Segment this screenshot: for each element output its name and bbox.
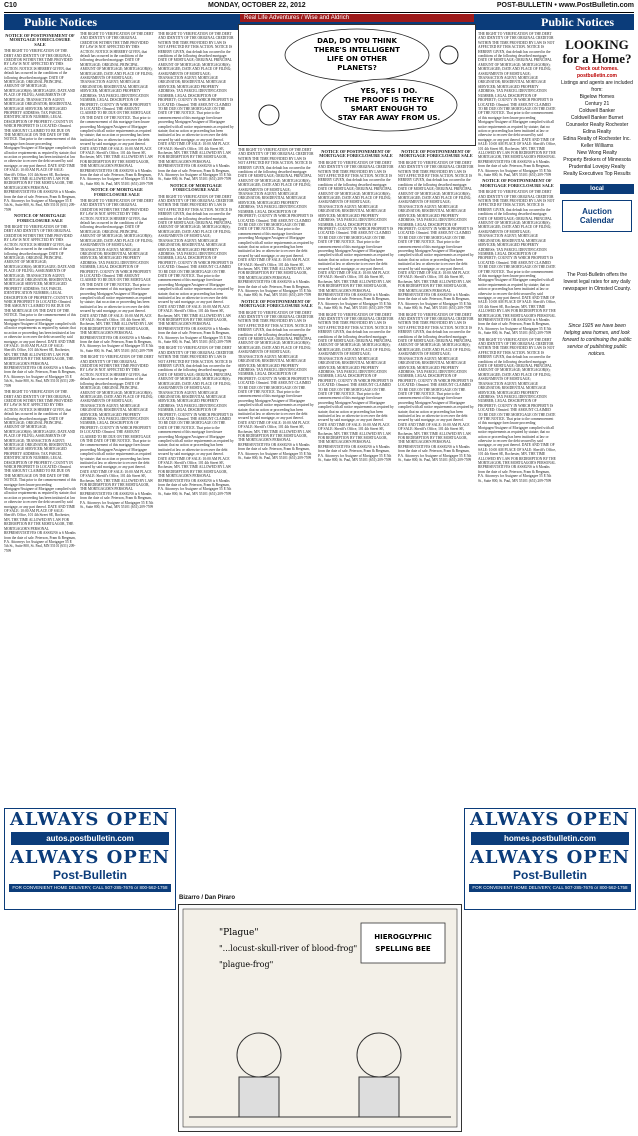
- notice-heading: NOTICE OF POSTPONEMENT OF MORTGAGE FORECLOSURE SALE: [239, 298, 313, 309]
- realtor-item: Edina Realty: [582, 129, 612, 135]
- realtor-item: Counselor Realty Rochester: [565, 122, 629, 128]
- legal-rates-text: The Post-Bulletin offers the lowest legal rates for any daily newspaper in Olmsted County.: [563, 272, 631, 292]
- notice-text: THE RIGHT TO VERIFICATION OF THE DEBT AND IDENTITY OF THE ORIGINAL CREDITOR WITHIN THE TIME PROVIDED BY LAW IS NOT AFFECTED BY THIS ACTION. NOTICE IS HEREBY GIVEN, that default has occurred in the conditions of the following described mortgage: DATE OF MORTGAGE; ORIGINAL PRINCIPAL AMOUNT OF MORTGAGE; MORTGAGOR(S); MORTGAGEE; DATE AND PLACE OF FILING; ASSIGNMENTS OF MORTGAGE; TRANSACTION AGENT; MORTGAGE ORIGINATOR; RESIDENTIAL MORTGAGE SERVICER; MORTGAGED PROPERTY ADDRESS; TAX PARCEL IDENTIFICATION NUMBER; LEGAL DESCRIPTION OF PROPERTY; COUNTY IN WHICH PROPERTY IS LOCATED: Olmsted. THE AMOUNT CLAIMED TO BE DUE ON THE MORTGAGE ON THE DATE OF THE NOTICE. That prior to the commencement of this mortgage foreclosure proceeding Mortgagee/Assignee of Mortgagee complied with all notice requirements as required by statute; that no action or proceeding has been instituted at law or otherwise to recover the debt secured by said mortgage, or any part thereof. DATE AND TIME OF SALE: 10:00 AM PLACE OF SALE: Sheriff's Office, 101 4th Street SE, Rochester, MN. THE TIME ALLOWED BY LAW FOR REDEMPTION BY THE MORTGAGOR, THE MORTGAGOR'S PERSONAL REPRESENTATIVES OR ASSIGNS is 6 Months from the date of sale. Peterson, Fram & Bergman, P.A. Attorneys for Assignee of Mortgagee 55 E 5th St., Suite 800, St. Paul, MN 55101 (651) 209-7599: [158, 346, 234, 496]
- notice-column-5: [318, 148, 394, 802]
- notice-text: THE RIGHT TO VERIFICATION OF THE DEBT AND IDENTITY OF THE ORIGINAL CREDITOR WITHIN THE TIME PROVIDED BY LAW IS NOT AFFECTED BY THIS ACTION. NOTICE IS HEREBY GIVEN, that default has occurred in the conditions of the following described mortgage: DATE OF MORTGAGE; ORIGINAL PRINCIPAL AMOUNT OF MORTGAGE; MORTGAGOR(S); MORTGAGEE; DATE AND PLACE OF FILING; ASSIGNMENTS OF MORTGAGE; TRANSACTION AGENT; MORTGAGE ORIGINATOR; RESIDENTIAL MORTGAGE SERVICER; MORTGAGED PROPERTY ADDRESS; TAX PARCEL IDENTIFICATION NUMBER; LEGAL DESCRIPTION OF PROPERTY; COUNTY IN WHICH PROPERTY IS LOCATED: Olmsted. THE AMOUNT CLAIMED TO BE DUE ON THE MORTGAGE ON THE DATE OF THE NOTICE. That prior to the commencement of this mortgage foreclosure proceeding Mortgagee/Assignee of Mortgagee complied with all notice requirements as required by statute; that no action or proceeding has been instituted at law or otherwise to recover the debt secured by said mortgage, or any part thereof. DATE AND TIME OF SALE: 10:00 AM PLACE OF SALE: Sheriff's Office, 101 4th Street SE, Rochester, MN. THE TIME ALLOWED BY LAW FOR REDEMPTION BY THE MORTGAGOR, THE MORTGAGOR'S PERSONAL REPRESENTATIVES OR ASSIGNS is 6 Months from the date of sale. Peterson, Fram & Bergman, P.A. Attorneys for Assignee of Mortgagee 55 E 5th St., Suite 800, St. Paul, MN 55101 (651) 209-7599: [318, 160, 394, 311]
- ad-phone: FOR CONVENIENT HOME DELIVERY, CALL 507-285-7676 or 800-562-1758: [469, 884, 631, 892]
- ad-phone: FOR CONVENIENT HOME DELIVERY, CALL 507-285-7676 or 800-562-1758: [9, 884, 171, 892]
- notice-text: THE RIGHT TO VERIFICATION OF THE DEBT AND IDENTITY OF THE ORIGINAL CREDITOR WITHIN THE TIME PROVIDED BY LAW IS NOT AFFECTED BY THIS ACTION. NOTICE IS HEREBY GIVEN, that default has occurred in the conditions of the following described mortgage: DATE OF MORTGAGE; ORIGINAL PRINCIPAL AMOUNT OF MORTGAGE; MORTGAGOR(S); MORTGAGEE; DATE AND PLACE OF FILING; ASSIGNMENTS OF MORTGAGE; TRANSACTION AGENT; MORTGAGE ORIGINATOR; RESIDENTIAL MORTGAGE SERVICER; MORTGAGED PROPERTY ADDRESS; TAX PARCEL IDENTIFICATION NUMBER; LEGAL DESCRIPTION OF PROPERTY; COUNTY IN WHICH PROPERTY IS LOCATED: Olmsted. THE AMOUNT CLAIMED TO BE DUE ON THE MORTGAGE ON THE DATE OF THE NOTICE. That prior to the commencement of this mortgage foreclosure proceeding Mortgagee/Assignee of Mortgagee complied with all notice requirements as required by statute; that no action or proceeding has been instituted at law or otherwise to recover the debt secured by said mortgage, or any part thereof. DATE AND TIME OF SALE: 10:00 AM PLACE OF SALE: Sheriff's Office, 101 4th Street SE, Rochester, MN. THE TIME ALLOWED BY LAW FOR REDEMPTION BY THE MORTGAGOR, THE MORTGAGOR'S PERSONAL REPRESENTATIVES OR ASSIGNS is 6 Months from the date of sale. Peterson, Fram & Bergman, P.A. Attorneys for Assignee of Mortgagee 55 E 5th St., Suite 800, St. Paul, MN 55101 (651) 209-7599: [4, 390, 76, 553]
- realtor-item: Realty Executives Top Results: [563, 171, 631, 177]
- notice-heading: NOTICE OF POSTPONEMENT OF MORTGAGE FORECLOSURE SALE: [480, 178, 554, 188]
- section-title-left: Public Notices: [24, 15, 97, 29]
- svg-text:THE PROOF IS THEY'RE: THE PROOF IS THEY'RE: [343, 96, 435, 104]
- bizarro-comic: [178, 895, 462, 1132]
- notice-text: THE RIGHT TO VERIFICATION OF THE DEBT AND IDENTITY OF THE ORIGINAL CREDITOR WITHIN THE TIME PROVIDED BY LAW IS NOT AFFECTED BY THIS ACTION. NOTICE IS HEREBY GIVEN, that default has occurred in the conditions of the following described mortgage: DATE OF MORTGAGE; ORIGINAL PRINCIPAL AMOUNT OF MORTGAGE; MORTGAGOR(S); MORTGAGEE; DATE AND PLACE OF FILING; ASSIGNMENTS OF MORTGAGE; TRANSACTION AGENT; MORTGAGE ORIGINATOR; RESIDENTIAL MORTGAGE SERVICER; MORTGAGED PROPERTY ADDRESS; TAX PARCEL IDENTIFICATION NUMBER; LEGAL DESCRIPTION OF PROPERTY; COUNTY IN WHICH PROPERTY IS LOCATED: Olmsted. THE AMOUNT CLAIMED TO BE DUE ON THE MORTGAGE ON THE DATE OF THE NOTICE. That prior to the commencement of this mortgage foreclosure proceeding Mortgagee/Assignee of Mortgagee complied with all notice requirements as required by statute; that no action or proceeding has been instituted at law or otherwise to recover the debt secured by said mortgage, or any part thereof. DATE AND TIME OF SALE: 10:00 AM PLACE OF SALE: Sheriff's Office, 101 4th Street SE, Rochester, MN. THE TIME ALLOWED BY LAW FOR REDEMPTION BY THE MORTGAGOR, THE MORTGAGOR'S PERSONAL REPRESENTATIVES OR ASSIGNS is 6 Months from the date of sale. Peterson, Fram & Bergman, P.A. Attorneys for Assignee of Mortgagee 55 E 5th St., Suite 800, St. Paul, MN 55101 (651) 209-7599: [4, 225, 76, 388]
- ad-brand: Post-Bulletin: [513, 868, 587, 882]
- svg-text:THERE'S INTELLIGENT: THERE'S INTELLIGENT: [314, 46, 400, 54]
- comic-illustration: [239, 25, 475, 145]
- svg-text:PLANETS?: PLANETS?: [337, 64, 377, 72]
- page-date: MONDAY, OCTOBER 22, 2012: [208, 2, 306, 9]
- notice-heading: NOTICE OF POSTPONEMENT OF MORTGAGE FORECLOSURE SALE: [319, 149, 393, 159]
- svg-text:SMART ENOUGH TO: SMART ENOUGH TO: [350, 105, 428, 113]
- notice-text: THE RIGHT TO VERIFICATION OF THE DEBT AND IDENTITY OF THE ORIGINAL CREDITOR WITHIN THE TIME PROVIDED BY LAW IS NOT AFFECTED BY THIS ACTION. NOTICE IS HEREBY GIVEN, that default has occurred in the conditions of the following described mortgage: DATE OF MORTGAGE; ORIGINAL PRINCIPAL AMOUNT OF MORTGAGE; MORTGAGOR(S); MORTGAGEE; DATE AND PLACE OF FILING; ASSIGNMENTS OF MORTGAGE; TRANSACTION AGENT; MORTGAGE ORIGINATOR; RESIDENTIAL MORTGAGE SERVICER; MORTGAGED PROPERTY ADDRESS; TAX PARCEL IDENTIFICATION NUMBER; LEGAL DESCRIPTION OF PROPERTY; COUNTY IN WHICH PROPERTY IS LOCATED: Olmsted. THE AMOUNT CLAIMED TO BE DUE ON THE MORTGAGE ON THE DATE OF THE NOTICE. That prior to the commencement of this mortgage foreclosure proceeding Mortgagee/Assignee of Mortgagee complied with all notice requirements as required by statute; that no action or proceeding has been instituted at law or otherwise to recover the debt secured by said mortgage, or any part thereof. DATE AND TIME OF SALE: 10:00 AM PLACE OF SALE: Sheriff's Office, 101 4th Street SE, Rochester, MN. THE TIME ALLOWED BY LAW FOR REDEMPTION BY THE MORTGAGOR, THE MORTGAGOR'S PERSONAL REPRESENTATIVES OR ASSIGNS is 6 Months from the date of sale. Peterson, Fram & Bergman, P.A. Attorneys for Assignee of Mortgagee 55 E 5th St., Suite 800, St. Paul, MN 55101 (651) 209-7599: [478, 337, 556, 483]
- bizarro-caption-3: "plague-frog": [219, 960, 274, 969]
- ad-url[interactable]: homes.postbulletin.com: [471, 832, 629, 845]
- homes-sidebar: [560, 32, 634, 612]
- realtor-item: Coldwell Banker: [578, 108, 616, 114]
- local-badge: local: [560, 184, 634, 194]
- bizarro-sign-line-2: SPELLING BEE: [375, 945, 431, 953]
- notice-text: THE RIGHT TO VERIFICATION OF THE DEBT AND IDENTITY OF THE ORIGINAL CREDITOR WITHIN THE TIME PROVIDED BY LAW IS NOT AFFECTED BY THIS ACTION. NOTICE IS HEREBY GIVEN, that default has occurred in the conditions of the following described mortgage: DATE OF MORTGAGE; ORIGINAL PRINCIPAL AMOUNT OF MORTGAGE; MORTGAGOR(S); MORTGAGEE; DATE AND PLACE OF FILING; ASSIGNMENTS OF MORTGAGE; TRANSACTION AGENT; MORTGAGE ORIGINATOR; RESIDENTIAL MORTGAGE SERVICER; MORTGAGED PROPERTY ADDRESS; TAX PARCEL IDENTIFICATION NUMBER; LEGAL DESCRIPTION OF PROPERTY; COUNTY IN WHICH PROPERTY IS LOCATED: Olmsted. THE AMOUNT CLAIMED TO BE DUE ON THE MORTGAGE ON THE DATE OF THE NOTICE. That prior to the commencement of this mortgage foreclosure proceeding Mortgagee/Assignee of Mortgagee complied with all notice requirements as required by statute; that no action or proceeding has been instituted at law or otherwise to recover the debt secured by said mortgage, or any part thereof. DATE AND TIME OF SALE: 10:00 AM PLACE OF SALE: Sheriff's Office, 101 4th Street SE, Rochester, MN. THE TIME ALLOWED BY LAW FOR REDEMPTION BY THE MORTGAGOR, THE MORTGAGOR'S PERSONAL REPRESENTATIVES OR ASSIGNS is 6 Months from the date of sale. Peterson, Fram & Bergman, P.A. Attorneys for Assignee of Mortgagee 55 E 5th St., Suite 800, St. Paul, MN 55101 (651) 209-7599: [478, 32, 556, 177]
- ad-headline: ALWAYS OPEN: [9, 809, 171, 830]
- notice-text: THE RIGHT TO VERIFICATION OF THE DEBT AND IDENTITY OF THE ORIGINAL CREDITOR WITHIN THE TIME PROVIDED BY LAW IS NOT AFFECTED BY THIS ACTION. NOTICE IS HEREBY GIVEN, that default has occurred in the conditions of the following described mortgage: DATE OF MORTGAGE; ORIGINAL PRINCIPAL AMOUNT OF MORTGAGE; MORTGAGOR(S); MORTGAGEE; DATE AND PLACE OF FILING; ASSIGNMENTS OF MORTGAGE; TRANSACTION AGENT; MORTGAGE ORIGINATOR; RESIDENTIAL MORTGAGE SERVICER; MORTGAGED PROPERTY ADDRESS; TAX PARCEL IDENTIFICATION NUMBER; LEGAL DESCRIPTION OF PROPERTY; COUNTY IN WHICH PROPERTY IS LOCATED: Olmsted. THE AMOUNT CLAIMED TO BE DUE ON THE MORTGAGE ON THE DATE OF THE NOTICE. That prior to the commencement of this mortgage foreclosure proceeding Mortgagee/Assignee of Mortgagee complied with all notice requirements as required by statute; that no action or proceeding has been instituted at law or otherwise to recover the debt secured by said mortgage, or any part thereof. DATE AND TIME OF SALE: 10:00 AM PLACE OF SALE: Sheriff's Office, 101 4th Street SE, Rochester, MN. THE TIME ALLOWED BY LAW FOR REDEMPTION BY THE MORTGAGOR, THE MORTGAGOR'S PERSONAL REPRESENTATIVES OR ASSIGNS is 6 Months from the date of sale. Peterson, Fram & Bergman, P.A. Attorneys for Assignee of Mortgagee 55 E 5th St., Suite 800, St. Paul, MN 55101 (651) 209-7599: [80, 355, 154, 510]
- auction-calendar: Auction Calendar: [562, 200, 632, 232]
- notice-heading: NOTICE OF POSTPONEMENT OF MORTGAGE FORECLOSURE SALE: [399, 149, 473, 159]
- ad-headline: ALWAYS OPEN: [469, 809, 631, 830]
- looking-for-home: LOOKING for a Home?: [562, 37, 632, 66]
- realtor-item: Property Brokers of Minnesota: [563, 157, 631, 163]
- section-title-right: Public Notices: [541, 15, 614, 29]
- page-number: C10: [4, 2, 17, 9]
- notice-text: THE RIGHT TO VERIFICATION OF THE DEBT AND IDENTITY OF THE ORIGINAL CREDITOR WITHIN THE TIME PROVIDED BY LAW IS NOT AFFECTED BY THIS ACTION. NOTICE IS HEREBY GIVEN, that default has occurred in the conditions of the following described mortgage: DATE OF MORTGAGE; ORIGINAL PRINCIPAL AMOUNT OF MORTGAGE; MORTGAGOR(S); MORTGAGEE; DATE AND PLACE OF FILING; ASSIGNMENTS OF MORTGAGE; TRANSACTION AGENT; MORTGAGE ORIGINATOR; RESIDENTIAL MORTGAGE SERVICER; MORTGAGED PROPERTY ADDRESS; TAX PARCEL IDENTIFICATION NUMBER; LEGAL DESCRIPTION OF PROPERTY; COUNTY IN WHICH PROPERTY IS LOCATED: Olmsted. THE AMOUNT CLAIMED TO BE DUE ON THE MORTGAGE ON THE DATE OF THE NOTICE. That prior to the commencement of this mortgage foreclosure proceeding Mortgagee/Assignee of Mortgagee complied with all notice requirements as required by statute; that no action or proceeding has been instituted at law or otherwise to recover the debt secured by said mortgage, or any part thereof. DATE AND TIME OF SALE: 10:00 AM PLACE OF SALE: Sheriff's Office, 101 4th Street SE, Rochester, MN. THE TIME ALLOWED BY LAW FOR REDEMPTION BY THE MORTGAGOR, THE MORTGAGOR'S PERSONAL REPRESENTATIVES OR ASSIGNS is 6 Months from the date of sale. Peterson, Fram & Bergman, P.A. Attorneys for Assignee of Mortgagee 55 E 5th St., Suite 800, St. Paul, MN 55101 (651) 209-7599: [4, 49, 76, 212]
- notice-text: THE RIGHT TO VERIFICATION OF THE DEBT AND IDENTITY OF THE ORIGINAL CREDITOR WITHIN THE TIME PROVIDED BY LAW IS NOT AFFECTED BY THIS ACTION. NOTICE IS HEREBY GIVEN, that default has occurred in the conditions of the following described mortgage: DATE OF MORTGAGE; ORIGINAL PRINCIPAL AMOUNT OF MORTGAGE; MORTGAGOR(S); MORTGAGEE; DATE AND PLACE OF FILING; ASSIGNMENTS OF MORTGAGE; TRANSACTION AGENT; MORTGAGE ORIGINATOR; RESIDENTIAL MORTGAGE SERVICER; MORTGAGED PROPERTY ADDRESS; TAX PARCEL IDENTIFICATION NUMBER; LEGAL DESCRIPTION OF PROPERTY; COUNTY IN WHICH PROPERTY IS LOCATED: Olmsted. THE AMOUNT CLAIMED TO BE DUE ON THE MORTGAGE ON THE DATE OF THE NOTICE. That prior to the commencement of this mortgage foreclosure proceeding Mortgagee/Assignee of Mortgagee complied with all notice requirements as required by statute; that no action or proceeding has been instituted at law or otherwise to recover the debt secured by said mortgage, or any part thereof. DATE AND TIME OF SALE: 10:00 AM PLACE OF SALE: Sheriff's Office, 101 4th Street SE, Rochester, MN. THE TIME ALLOWED BY LAW FOR REDEMPTION BY THE MORTGAGOR, THE MORTGAGOR'S PERSONAL REPRESENTATIVES OR ASSIGNS is 6 Months from the date of sale. Peterson, Fram & Bergman, P.A. Attorneys for Assignee of Mortgagee 55 E 5th St., Suite 800, St. Paul, MN 55101 (651) 209-7599: [158, 194, 234, 345]
- homes-link[interactable]: Check out homes. postbulletin.com: [575, 66, 619, 79]
- svg-text:DAD, DO YOU THINK: DAD, DO YOU THINK: [317, 37, 397, 45]
- page-brand: POST-BULLETIN • www.PostBulletin.com: [496, 2, 634, 9]
- notice-column-4: [238, 148, 314, 802]
- notice-text: THE RIGHT TO VERIFICATION OF THE DEBT AND IDENTITY OF THE ORIGINAL CREDITOR WITHIN THE TIME PROVIDED BY LAW IS NOT AFFECTED BY THIS ACTION. NOTICE IS HEREBY GIVEN, that default has occurred in the conditions of the following described mortgage: DATE OF MORTGAGE; ORIGINAL PRINCIPAL AMOUNT OF MORTGAGE; MORTGAGOR(S); MORTGAGEE; DATE AND PLACE OF FILING; ASSIGNMENTS OF MORTGAGE; TRANSACTION AGENT; MORTGAGE ORIGINATOR; RESIDENTIAL MORTGAGE SERVICER; MORTGAGED PROPERTY ADDRESS; TAX PARCEL IDENTIFICATION NUMBER; LEGAL DESCRIPTION OF PROPERTY; COUNTY IN WHICH PROPERTY IS LOCATED: Olmsted. THE AMOUNT CLAIMED TO BE DUE ON THE MORTGAGE ON THE DATE OF THE NOTICE. That prior to the commencement of this mortgage foreclosure proceeding Mortgagee/Assignee of Mortgagee complied with all notice requirements as required by statute; that no action or proceeding has been instituted at law or otherwise to recover the debt secured by said mortgage, or any part thereof. DATE AND TIME OF SALE: 10:00 AM PLACE OF SALE: Sheriff's Office, 101 4th Street SE, Rochester, MN. THE TIME ALLOWED BY LAW FOR REDEMPTION BY THE MORTGAGOR, THE MORTGAGOR'S PERSONAL REPRESENTATIVES OR ASSIGNS is 6 Months from the date of sale. Peterson, Fram & Bergman, P.A. Attorneys for Assignee of Mortgagee 55 E 5th St., Suite 800, St. Paul, MN 55101 (651) 209-7599: [238, 310, 314, 461]
- realtor-item: New Wong Realty: [577, 150, 617, 156]
- bizarro-caption-2: "...locust-skull-river of blood-frog": [219, 944, 358, 953]
- notice-column-7: [478, 32, 556, 802]
- notice-heading: NOTICE OF POSTPONEMENT OF MORTGAGE FORECLOSURE SALE: [5, 33, 75, 47]
- ad-brand: Post-Bulletin: [53, 868, 127, 882]
- notice-text: THE RIGHT TO VERIFICATION OF THE DEBT AND IDENTITY OF THE ORIGINAL CREDITOR WITHIN THE TIME PROVIDED BY LAW IS NOT AFFECTED BY THIS ACTION. NOTICE IS HEREBY GIVEN, that default has occurred in the conditions of the following described mortgage: DATE OF MORTGAGE; ORIGINAL PRINCIPAL AMOUNT OF MORTGAGE; MORTGAGOR(S); MORTGAGEE; DATE AND PLACE OF FILING; ASSIGNMENTS OF MORTGAGE; TRANSACTION AGENT; MORTGAGE ORIGINATOR; RESIDENTIAL MORTGAGE SERVICER; MORTGAGED PROPERTY ADDRESS; TAX PARCEL IDENTIFICATION NUMBER; LEGAL DESCRIPTION OF PROPERTY; COUNTY IN WHICH PROPERTY IS LOCATED: Olmsted. THE AMOUNT CLAIMED TO BE DUE ON THE MORTGAGE ON THE DATE OF THE NOTICE. That prior to the commencement of this mortgage foreclosure proceeding Mortgagee/Assignee of Mortgagee complied with all notice requirements as required by statute; that no action or proceeding has been instituted at law or otherwise to recover the debt secured by said mortgage, or any part thereof. DATE AND TIME OF SALE: 10:00 AM PLACE OF SALE: Sheriff's Office, 101 4th Street SE, Rochester, MN. THE TIME ALLOWED BY LAW FOR REDEMPTION BY THE MORTGAGOR, THE MORTGAGOR'S PERSONAL REPRESENTATIVES OR ASSIGNS is 6 Months from the date of sale. Peterson, Fram & Bergman, P.A. Attorneys for Assignee of Mortgagee 55 E 5th St., Suite 800, St. Paul, MN 55101 (651) 209-7599: [238, 148, 314, 298]
- realtor-item: Edina Realty of Rochester Inc.: [563, 136, 631, 142]
- svg-text:YES, YES I DO.: YES, YES I DO.: [360, 87, 418, 95]
- notice-column-3: [158, 32, 234, 802]
- realtor-item: Keller Williams: [580, 143, 614, 149]
- notice-column-2: [80, 32, 154, 802]
- notice-heading: NOTICE OF MORTGAGE FORECLOSURE SALE: [91, 187, 143, 197]
- notice-column-1: [4, 32, 76, 802]
- notice-heading: NOTICE OF MORTGAGE FORECLOSURE SALE: [170, 182, 222, 193]
- notice-text: THE RIGHT TO VERIFICATION OF THE DEBT AND IDENTITY OF THE ORIGINAL CREDITOR WITHIN THE TIME PROVIDED BY LAW IS NOT AFFECTED BY THIS ACTION. NOTICE IS HEREBY GIVEN, that default has occurred in the conditions of the following described mortgage: DATE OF MORTGAGE; ORIGINAL PRINCIPAL AMOUNT OF MORTGAGE; MORTGAGOR(S); MORTGAGEE; DATE AND PLACE OF FILING; ASSIGNMENTS OF MORTGAGE; TRANSACTION AGENT; MORTGAGE ORIGINATOR; RESIDENTIAL MORTGAGE SERVICER; MORTGAGED PROPERTY ADDRESS; TAX PARCEL IDENTIFICATION NUMBER; LEGAL DESCRIPTION OF PROPERTY; COUNTY IN WHICH PROPERTY IS LOCATED: Olmsted. THE AMOUNT CLAIMED TO BE DUE ON THE MORTGAGE ON THE DATE OF THE NOTICE. That prior to the commencement of this mortgage foreclosure proceeding Mortgagee/Assignee of Mortgagee complied with all notice requirements as required by statute; that no action or proceeding has been instituted at law or otherwise to recover the debt secured by said mortgage, or any part thereof. DATE AND TIME OF SALE: 10:00 AM PLACE OF SALE: Sheriff's Office, 101 4th Street SE, Rochester, MN. THE TIME ALLOWED BY LAW FOR REDEMPTION BY THE MORTGAGOR, THE MORTGAGOR'S PERSONAL REPRESENTATIVES OR ASSIGNS is 6 Months from the date of sale. Peterson, Fram & Bergman, P.A. Attorneys for Assignee of Mortgagee 55 E 5th St., Suite 800, St. Paul, MN 55101 (651) 209-7599: [80, 199, 154, 353]
- realtor-item: Century 21: [584, 101, 610, 107]
- realtor-item: Coldwell Banker Burnet: [570, 115, 624, 121]
- svg-text:LIFE ON OTHER: LIFE ON OTHER: [326, 55, 388, 63]
- realtor-list: [560, 94, 634, 178]
- listing-note: Listings and agents are included from:: [561, 80, 633, 93]
- notice-text: THE RIGHT TO VERIFICATION OF THE DEBT AND IDENTITY OF THE ORIGINAL CREDITOR WITHIN THE TIME PROVIDED BY LAW IS NOT AFFECTED BY THIS ACTION. NOTICE IS HEREBY GIVEN, that default has occurred in the conditions of the following described mortgage: DATE OF MORTGAGE; ORIGINAL PRINCIPAL AMOUNT OF MORTGAGE; MORTGAGOR(S); MORTGAGEE; DATE AND PLACE OF FILING; ASSIGNMENTS OF MORTGAGE; TRANSACTION AGENT; MORTGAGE ORIGINATOR; RESIDENTIAL MORTGAGE SERVICER; MORTGAGED PROPERTY ADDRESS; TAX PARCEL IDENTIFICATION NUMBER; LEGAL DESCRIPTION OF PROPERTY; COUNTY IN WHICH PROPERTY IS LOCATED: Olmsted. THE AMOUNT CLAIMED TO BE DUE ON THE MORTGAGE ON THE DATE OF THE NOTICE. That prior to the commencement of this mortgage foreclosure proceeding Mortgagee/Assignee of Mortgagee complied with all notice requirements as required by statute; that no action or proceeding has been instituted at law or otherwise to recover the debt secured by said mortgage, or any part thereof. DATE AND TIME OF SALE: 10:00 AM PLACE OF SALE: Sheriff's Office, 101 4th Street SE, Rochester, MN. THE TIME ALLOWED BY LAW FOR REDEMPTION BY THE MORTGAGOR, THE MORTGAGOR'S PERSONAL REPRESENTATIVES OR ASSIGNS is 6 Months from the date of sale. Peterson, Fram & Bergman, P.A. Attorneys for Assignee of Mortgagee 55 E 5th St., Suite 800, St. Paul, MN 55101 (651) 209-7599: [80, 32, 154, 186]
- ad-url[interactable]: autos.postbulletin.com: [11, 832, 169, 845]
- notice-text: THE RIGHT TO VERIFICATION OF THE DEBT AND IDENTITY OF THE ORIGINAL CREDITOR WITHIN THE TIME PROVIDED BY LAW IS NOT AFFECTED BY THIS ACTION. NOTICE IS HEREBY GIVEN, that default has occurred in the conditions of the following described mortgage: DATE OF MORTGAGE; ORIGINAL PRINCIPAL AMOUNT OF MORTGAGE; MORTGAGOR(S); MORTGAGEE; DATE AND PLACE OF FILING; ASSIGNMENTS OF MORTGAGE; TRANSACTION AGENT; MORTGAGE ORIGINATOR; RESIDENTIAL MORTGAGE SERVICER; MORTGAGED PROPERTY ADDRESS; TAX PARCEL IDENTIFICATION NUMBER; LEGAL DESCRIPTION OF PROPERTY; COUNTY IN WHICH PROPERTY IS LOCATED: Olmsted. THE AMOUNT CLAIMED TO BE DUE ON THE MORTGAGE ON THE DATE OF THE NOTICE. That prior to the commencement of this mortgage foreclosure proceeding Mortgagee/Assignee of Mortgagee complied with all notice requirements as required by statute; that no action or proceeding has been instituted at law or otherwise to recover the debt secured by said mortgage, or any part thereof. DATE AND TIME OF SALE: 10:00 AM PLACE OF SALE: Sheriff's Office, 101 4th Street SE, Rochester, MN. THE TIME ALLOWED BY LAW FOR REDEMPTION BY THE MORTGAGOR, THE MORTGAGOR'S PERSONAL REPRESENTATIVES OR ASSIGNS is 6 Months from the date of sale. Peterson, Fram & Bergman, P.A. Attorneys for Assignee of Mortgagee 55 E 5th St., Suite 800, St. Paul, MN 55101 (651) 209-7599: [398, 312, 474, 463]
- notice-column-6: [398, 148, 474, 802]
- ad-headline-repeat: ALWAYS OPEN: [469, 847, 631, 868]
- notice-heading: NOTICE OF MORTGAGE FORECLOSURE SALE: [14, 213, 66, 223]
- bizarro-caption-1: "Plague": [219, 928, 259, 938]
- notice-text: THE RIGHT TO VERIFICATION OF THE DEBT AND IDENTITY OF THE ORIGINAL CREDITOR WITHIN THE TIME PROVIDED BY LAW IS NOT AFFECTED BY THIS ACTION. NOTICE IS HEREBY GIVEN, that default has occurred in the conditions of the following described mortgage: DATE OF MORTGAGE; ORIGINAL PRINCIPAL AMOUNT OF MORTGAGE; MORTGAGOR(S); MORTGAGEE; DATE AND PLACE OF FILING; ASSIGNMENTS OF MORTGAGE; TRANSACTION AGENT; MORTGAGE ORIGINATOR; RESIDENTIAL MORTGAGE SERVICER; MORTGAGED PROPERTY ADDRESS; TAX PARCEL IDENTIFICATION NUMBER; LEGAL DESCRIPTION OF PROPERTY; COUNTY IN WHICH PROPERTY IS LOCATED: Olmsted. THE AMOUNT CLAIMED TO BE DUE ON THE MORTGAGE ON THE DATE OF THE NOTICE. That prior to the commencement of this mortgage foreclosure proceeding Mortgagee/Assignee of Mortgagee complied with all notice requirements as required by statute; that no action or proceeding has been instituted at law or otherwise to recover the debt secured by said mortgage, or any part thereof. DATE AND TIME OF SALE: 10:00 AM PLACE OF SALE: Sheriff's Office, 101 4th Street SE, Rochester, MN. THE TIME ALLOWED BY LAW FOR REDEMPTION BY THE MORTGAGOR, THE MORTGAGOR'S PERSONAL REPRESENTATIVES OR ASSIGNS is 6 Months from the date of sale. Peterson, Fram & Bergman, P.A. Attorneys for Assignee of Mortgagee 55 E 5th St., Suite 800, St. Paul, MN 55101 (651) 209-7599: [158, 32, 234, 182]
- comic-real-life-adventures: [238, 24, 476, 146]
- bizarro-sign-line-1: HIEROGLYPHIC: [374, 933, 432, 941]
- ad-headline-repeat: ALWAYS OPEN: [9, 847, 171, 868]
- bizarro-illustration: [179, 905, 461, 1131]
- notice-text: THE RIGHT TO VERIFICATION OF THE DEBT AND IDENTITY OF THE ORIGINAL CREDITOR WITHIN THE TIME PROVIDED BY LAW IS NOT AFFECTED BY THIS ACTION. NOTICE IS HEREBY GIVEN, that default has occurred in the conditions of the following described mortgage: DATE OF MORTGAGE; ORIGINAL PRINCIPAL AMOUNT OF MORTGAGE; MORTGAGOR(S); MORTGAGEE; DATE AND PLACE OF FILING; ASSIGNMENTS OF MORTGAGE; TRANSACTION AGENT; MORTGAGE ORIGINATOR; RESIDENTIAL MORTGAGE SERVICER; MORTGAGED PROPERTY ADDRESS; TAX PARCEL IDENTIFICATION NUMBER; LEGAL DESCRIPTION OF PROPERTY; COUNTY IN WHICH PROPERTY IS LOCATED: Olmsted. THE AMOUNT CLAIMED TO BE DUE ON THE MORTGAGE ON THE DATE OF THE NOTICE. That prior to the commencement of this mortgage foreclosure proceeding Mortgagee/Assignee of Mortgagee complied with all notice requirements as required by statute; that no action or proceeding has been instituted at law or otherwise to recover the debt secured by said mortgage, or any part thereof. DATE AND TIME OF SALE: 10:00 AM PLACE OF SALE: Sheriff's Office, 101 4th Street SE, Rochester, MN. THE TIME ALLOWED BY LAW FOR REDEMPTION BY THE MORTGAGOR, THE MORTGAGOR'S PERSONAL REPRESENTATIVES OR ASSIGNS is 6 Months from the date of sale. Peterson, Fram & Bergman, P.A. Attorneys for Assignee of Mortgagee 55 E 5th St., Suite 800, St. Paul, MN 55101 (651) 209-7599: [398, 160, 474, 311]
- page-folio: [4, 2, 634, 13]
- autos-ad[interactable]: [4, 808, 176, 910]
- homes-ad[interactable]: [464, 808, 636, 910]
- bizarro-title: Bizarro / Dan Piraro: [179, 895, 236, 901]
- since-text: Since 1925 we have been helping area homes, and look forward to continuing the public service of publishing public notices.: [562, 323, 632, 357]
- svg-text:STAY FAR AWAY FROM US.: STAY FAR AWAY FROM US.: [337, 114, 441, 122]
- realtor-item: Bigelow Homes: [579, 94, 615, 100]
- realtor-item: Prudential Lovejoy Realty: [568, 164, 626, 170]
- notice-text: THE RIGHT TO VERIFICATION OF THE DEBT AND IDENTITY OF THE ORIGINAL CREDITOR WITHIN THE TIME PROVIDED BY LAW IS NOT AFFECTED BY THIS ACTION. NOTICE IS HEREBY GIVEN, that default has occurred in the conditions of the following described mortgage: DATE OF MORTGAGE; ORIGINAL PRINCIPAL AMOUNT OF MORTGAGE; MORTGAGOR(S); MORTGAGEE; DATE AND PLACE OF FILING; ASSIGNMENTS OF MORTGAGE; TRANSACTION AGENT; MORTGAGE ORIGINATOR; RESIDENTIAL MORTGAGE SERVICER; MORTGAGED PROPERTY ADDRESS; TAX PARCEL IDENTIFICATION NUMBER; LEGAL DESCRIPTION OF PROPERTY; COUNTY IN WHICH PROPERTY IS LOCATED: Olmsted. THE AMOUNT CLAIMED TO BE DUE ON THE MORTGAGE ON THE DATE OF THE NOTICE. That prior to the commencement of this mortgage foreclosure proceeding Mortgagee/Assignee of Mortgagee complied with all notice requirements as required by statute; that no action or proceeding has been instituted at law or otherwise to recover the debt secured by said mortgage, or any part thereof. DATE AND TIME OF SALE: 10:00 AM PLACE OF SALE: Sheriff's Office, 101 4th Street SE, Rochester, MN. THE TIME ALLOWED BY LAW FOR REDEMPTION BY THE MORTGAGOR, THE MORTGAGOR'S PERSONAL REPRESENTATIVES OR ASSIGNS is 6 Months from the date of sale. Peterson, Fram & Bergman, P.A. Attorneys for Assignee of Mortgagee 55 E 5th St., Suite 800, St. Paul, MN 55101 (651) 209-7599: [318, 312, 394, 463]
- notice-text: THE RIGHT TO VERIFICATION OF THE DEBT AND IDENTITY OF THE ORIGINAL CREDITOR WITHIN THE TIME PROVIDED BY LAW IS NOT AFFECTED BY THIS ACTION. NOTICE IS HEREBY GIVEN, that default has occurred in the conditions of the following described mortgage: DATE OF MORTGAGE; ORIGINAL PRINCIPAL AMOUNT OF MORTGAGE; MORTGAGOR(S); MORTGAGEE; DATE AND PLACE OF FILING; ASSIGNMENTS OF MORTGAGE; TRANSACTION AGENT; MORTGAGE ORIGINATOR; RESIDENTIAL MORTGAGE SERVICER; MORTGAGED PROPERTY ADDRESS; TAX PARCEL IDENTIFICATION NUMBER; LEGAL DESCRIPTION OF PROPERTY; COUNTY IN WHICH PROPERTY IS LOCATED: Olmsted. THE AMOUNT CLAIMED TO BE DUE ON THE MORTGAGE ON THE DATE OF THE NOTICE. That prior to the commencement of this mortgage foreclosure proceeding Mortgagee/Assignee of Mortgagee complied with all notice requirements as required by statute; that no action or proceeding has been instituted at law or otherwise to recover the debt secured by said mortgage, or any part thereof. DATE AND TIME OF SALE: 10:00 AM PLACE OF SALE: Sheriff's Office, 101 4th Street SE, Rochester, MN. THE TIME ALLOWED BY LAW FOR REDEMPTION BY THE MORTGAGOR, THE MORTGAGOR'S PERSONAL REPRESENTATIVES OR ASSIGNS is 6 Months from the date of sale. Peterson, Fram & Bergman, P.A. Attorneys for Assignee of Mortgagee 55 E 5th St., Suite 800, St. Paul, MN 55101 (651) 209-7599: [478, 190, 556, 336]
- comic-strip-title: Real Life Adventures / Wise and Aldrich: [240, 14, 474, 22]
